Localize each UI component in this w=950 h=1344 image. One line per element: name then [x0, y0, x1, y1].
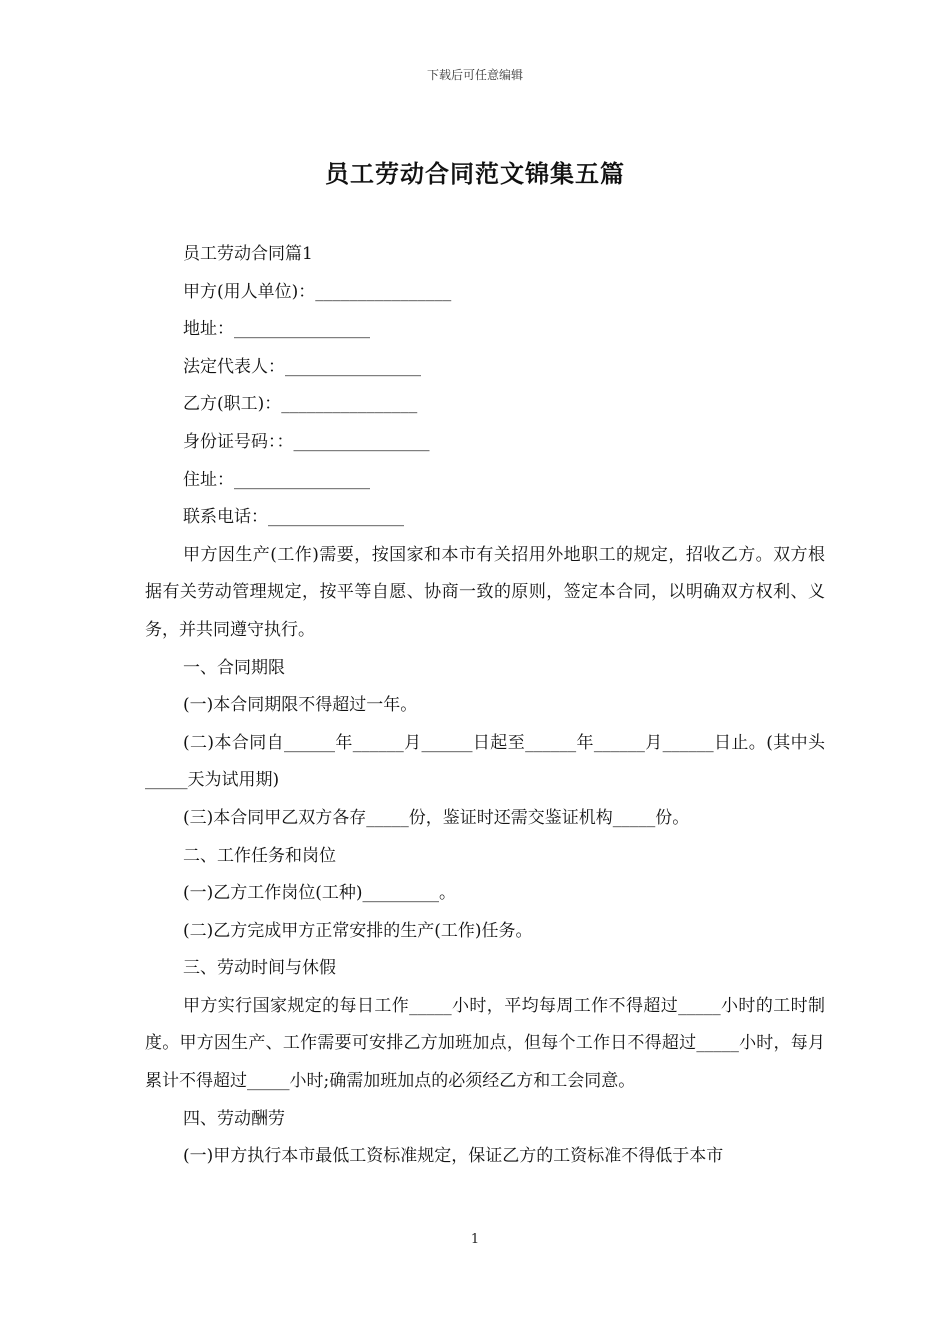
- clause-item: (二)乙方完成甲方正常安排的生产(工作)任务。: [183, 920, 533, 941]
- field-legal-representative: 法定代表人：________________: [183, 356, 421, 377]
- clause-heading: 一、合同期限: [183, 657, 285, 678]
- clause-heading: 四、劳动酬劳: [183, 1108, 285, 1129]
- clause-heading: 三、劳动时间与休假: [183, 958, 336, 979]
- clause-item: (一)甲方执行本市最低工资标准规定，保证乙方的工资标准不得低于本市: [183, 1146, 724, 1167]
- field-phone: 联系电话：________________: [183, 507, 404, 528]
- field-residence: 住址：________________: [183, 469, 370, 490]
- clause-heading: 二、工作任务和岗位: [183, 845, 336, 866]
- clause-item: (二)本合同自______年______月______日起至______年______月______日止。(其中头_____天为试用期): [145, 732, 825, 791]
- intro-paragraph: 甲方因生产(工作)需要，按国家和本市有关招用外地职工的规定，招收乙方。双方根据有关劳动管理规定，按平等自愿、协商一致的原则，签定本合同，以明确双方权利、义务，并共同遵守执行。: [145, 544, 825, 640]
- clause-item: (一)本合同期限不得超过一年。: [183, 695, 418, 716]
- page-number: 1: [470, 1232, 480, 1247]
- page-header: 下载后可任意编辑: [426, 68, 523, 82]
- field-employee: 乙方(职工)：________________: [183, 394, 418, 415]
- field-employer: 甲方(用人单位)：________________: [183, 281, 452, 302]
- section-heading: 员工劳动合同篇1: [183, 244, 313, 264]
- clause-paragraph: 甲方实行国家规定的每日工作_____小时，平均每周工作不得超过_____小时的工时制度。甲方因生产、工作需要可安排乙方加班加点，但每个工作日不得超过_____小时，每月累计不得超过_____小时;确需加班加点的必须经乙方和工会同意。: [145, 995, 825, 1092]
- field-id-number: 身份证号码：：________________: [183, 431, 430, 452]
- clause-item: (一)乙方工作岗位(工种)_________。: [183, 883, 457, 904]
- field-address: 地址：________________: [183, 319, 370, 340]
- clause-item: (三)本合同甲乙双方各存_____份，鉴证时还需交鉴证机构_____份。: [183, 807, 690, 828]
- document-title: 员工劳动合同范文锦集五篇: [325, 159, 625, 188]
- document-body: [145, 236, 825, 1176]
